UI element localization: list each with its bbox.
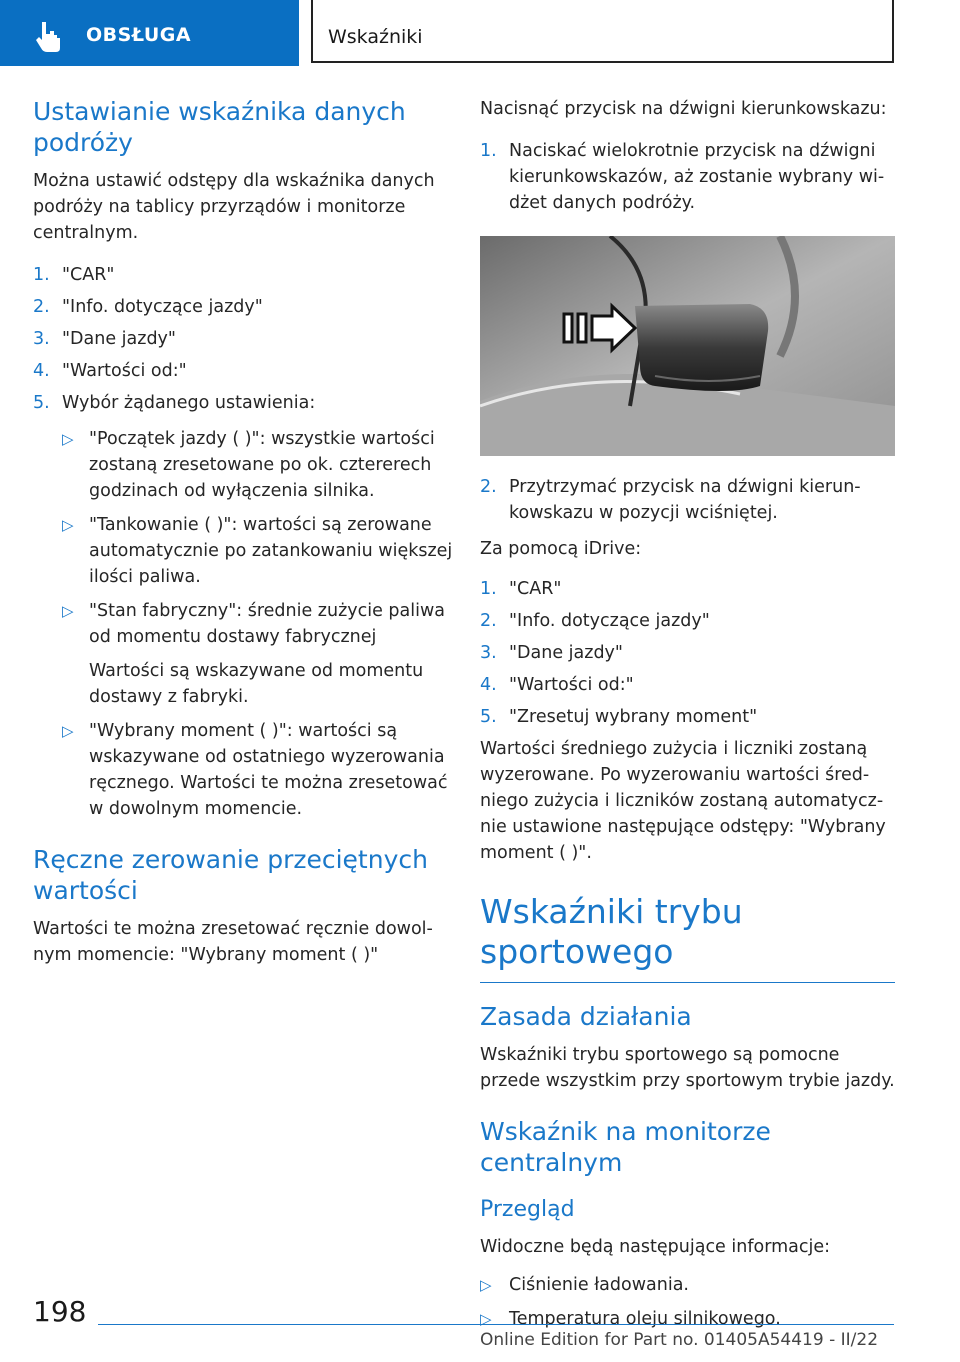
list-item: 1. "CAR" [480,579,562,599]
list-item: 1. "CAR" [33,265,115,285]
reset-result-paragraph: Wartości średniego zużycia i liczniki zostaną wyzerowane. Po wyzerowaniu wartości średniego zużycia i liczników zostaną automatycznie ustawione następujące odstępy: "Wybrany moment ( )". [480,739,886,863]
list-item: 2. "Info. dotyczące jazdy" [480,611,710,631]
triangle-bullet-icon: ▷ [62,602,74,620]
bullet-item: ▷ "Tankowanie ( )": wartości są zerowane automatycznie po zatankowaniu większej ilości paliwa. [33,512,453,590]
triangle-bullet-icon: ▷ [480,1276,492,1294]
hand-pointer-icon [32,20,66,54]
footer-edition: Online Edition for Part no. 01405A54419 - II/22 [480,1330,879,1350]
right-column [480,96,895,1340]
list-item: 2. "Info. dotyczące jazdy" [33,297,263,317]
chapter-box [311,0,894,63]
turn-signal-lever-photo [480,236,895,456]
list-item: 3. "Dane jazdy" [33,329,176,349]
page-header [0,0,960,66]
bullet-item: ▷ Temperatura oleju silnikowego. [480,1306,895,1332]
list-item: 5. "Zresetuj wybrany moment" [480,707,758,727]
principle-paragraph: Wskaźniki trybu sportowego są pomocne przede wszystkim przy sportowym trybie jazdy. [480,1045,895,1091]
bullet-item: ▷ "Wybrany moment ( )": wartości są wskazywane od ostatniego wyzerowania ręcznego. Wartości te można zresetować w dowolnym momencie. [33,718,453,822]
heading-sport-indicators: Wskaźniki trybu sportowego [480,892,895,983]
overview-paragraph: Widoczne będą następujące informacje: [480,1237,831,1257]
list-item: 4. "Wartości od:" [33,361,187,381]
bullet-item: ▷ "Stan fabryczny": średnie zużycie paliwa od momentu dostawy fabrycznej Wartości są wskazywane od momentu dostawy z fabryki. [33,598,453,710]
triangle-bullet-icon: ▷ [62,722,74,740]
heading-trip-data: Ustawianie wskaźnika danych podróży [33,97,406,157]
idrive-paragraph: Za pomocą iDrive: [480,539,642,559]
heading-central-monitor: Wskaźnik na monitorze centralnym [480,1117,771,1177]
triangle-bullet-icon: ▷ [62,516,74,534]
triangle-bullet-icon: ▷ [62,430,74,448]
idrive-steps [480,576,895,730]
list-item: 4. "Wartości od:" [480,675,634,695]
press-button-paragraph: Nacisnąć przycisk na dźwigni kierunkowskazu: [480,99,887,119]
heading-principle: Zasada działania [480,1002,692,1031]
triangle-bullet-icon: ▷ [480,1310,492,1328]
section-label: OBSŁUGA [86,24,192,46]
heading-overview: Przegląd [480,1197,575,1222]
bullet-item: ▷ "Początek jazdy ( )": wszystkie wartości zostaną zresetowane po ok. cztererech godzinach od wyłączenia silnika. [33,426,453,504]
footer-divider [98,1324,894,1325]
button-steps-1 [480,138,895,216]
manual-reset-paragraph: Wartości te można zresetować ręcznie dowolnym momencie: "Wybrany moment ( )" [33,919,433,965]
chapter-label: Wskaźniki [328,26,423,48]
list-item: 1. Naciskać wielokrotnie przycisk na dźwigni kierunkowskazów, aż zostanie wybrany widżet danych podróży. [480,141,885,213]
list-item: 5. Wybór żądanego ustawienia: [33,393,316,413]
bullet-item: ▷ Ciśnienie ładowania. [480,1272,895,1298]
section-tab [0,0,299,66]
overview-bullets [480,1272,895,1332]
intro-paragraph: Można ustawić odstępy dla wskaźnika danych podróży na tablicy przyrządów i monitorze centralnym. [33,171,435,243]
list-item: 3. "Dane jazdy" [480,643,623,663]
heading-manual-reset: Ręczne zerowanie przeciętnych wartości [33,845,428,905]
steps-list [33,262,453,416]
left-column [33,96,453,968]
button-steps-2 [480,474,895,526]
list-item: 2. Przytrzymać przycisk na dźwigni kierunkowskazu w pozycji wciśniętej. [480,477,861,523]
page-number: 198 [33,1295,87,1328]
settings-bullets [33,426,453,822]
